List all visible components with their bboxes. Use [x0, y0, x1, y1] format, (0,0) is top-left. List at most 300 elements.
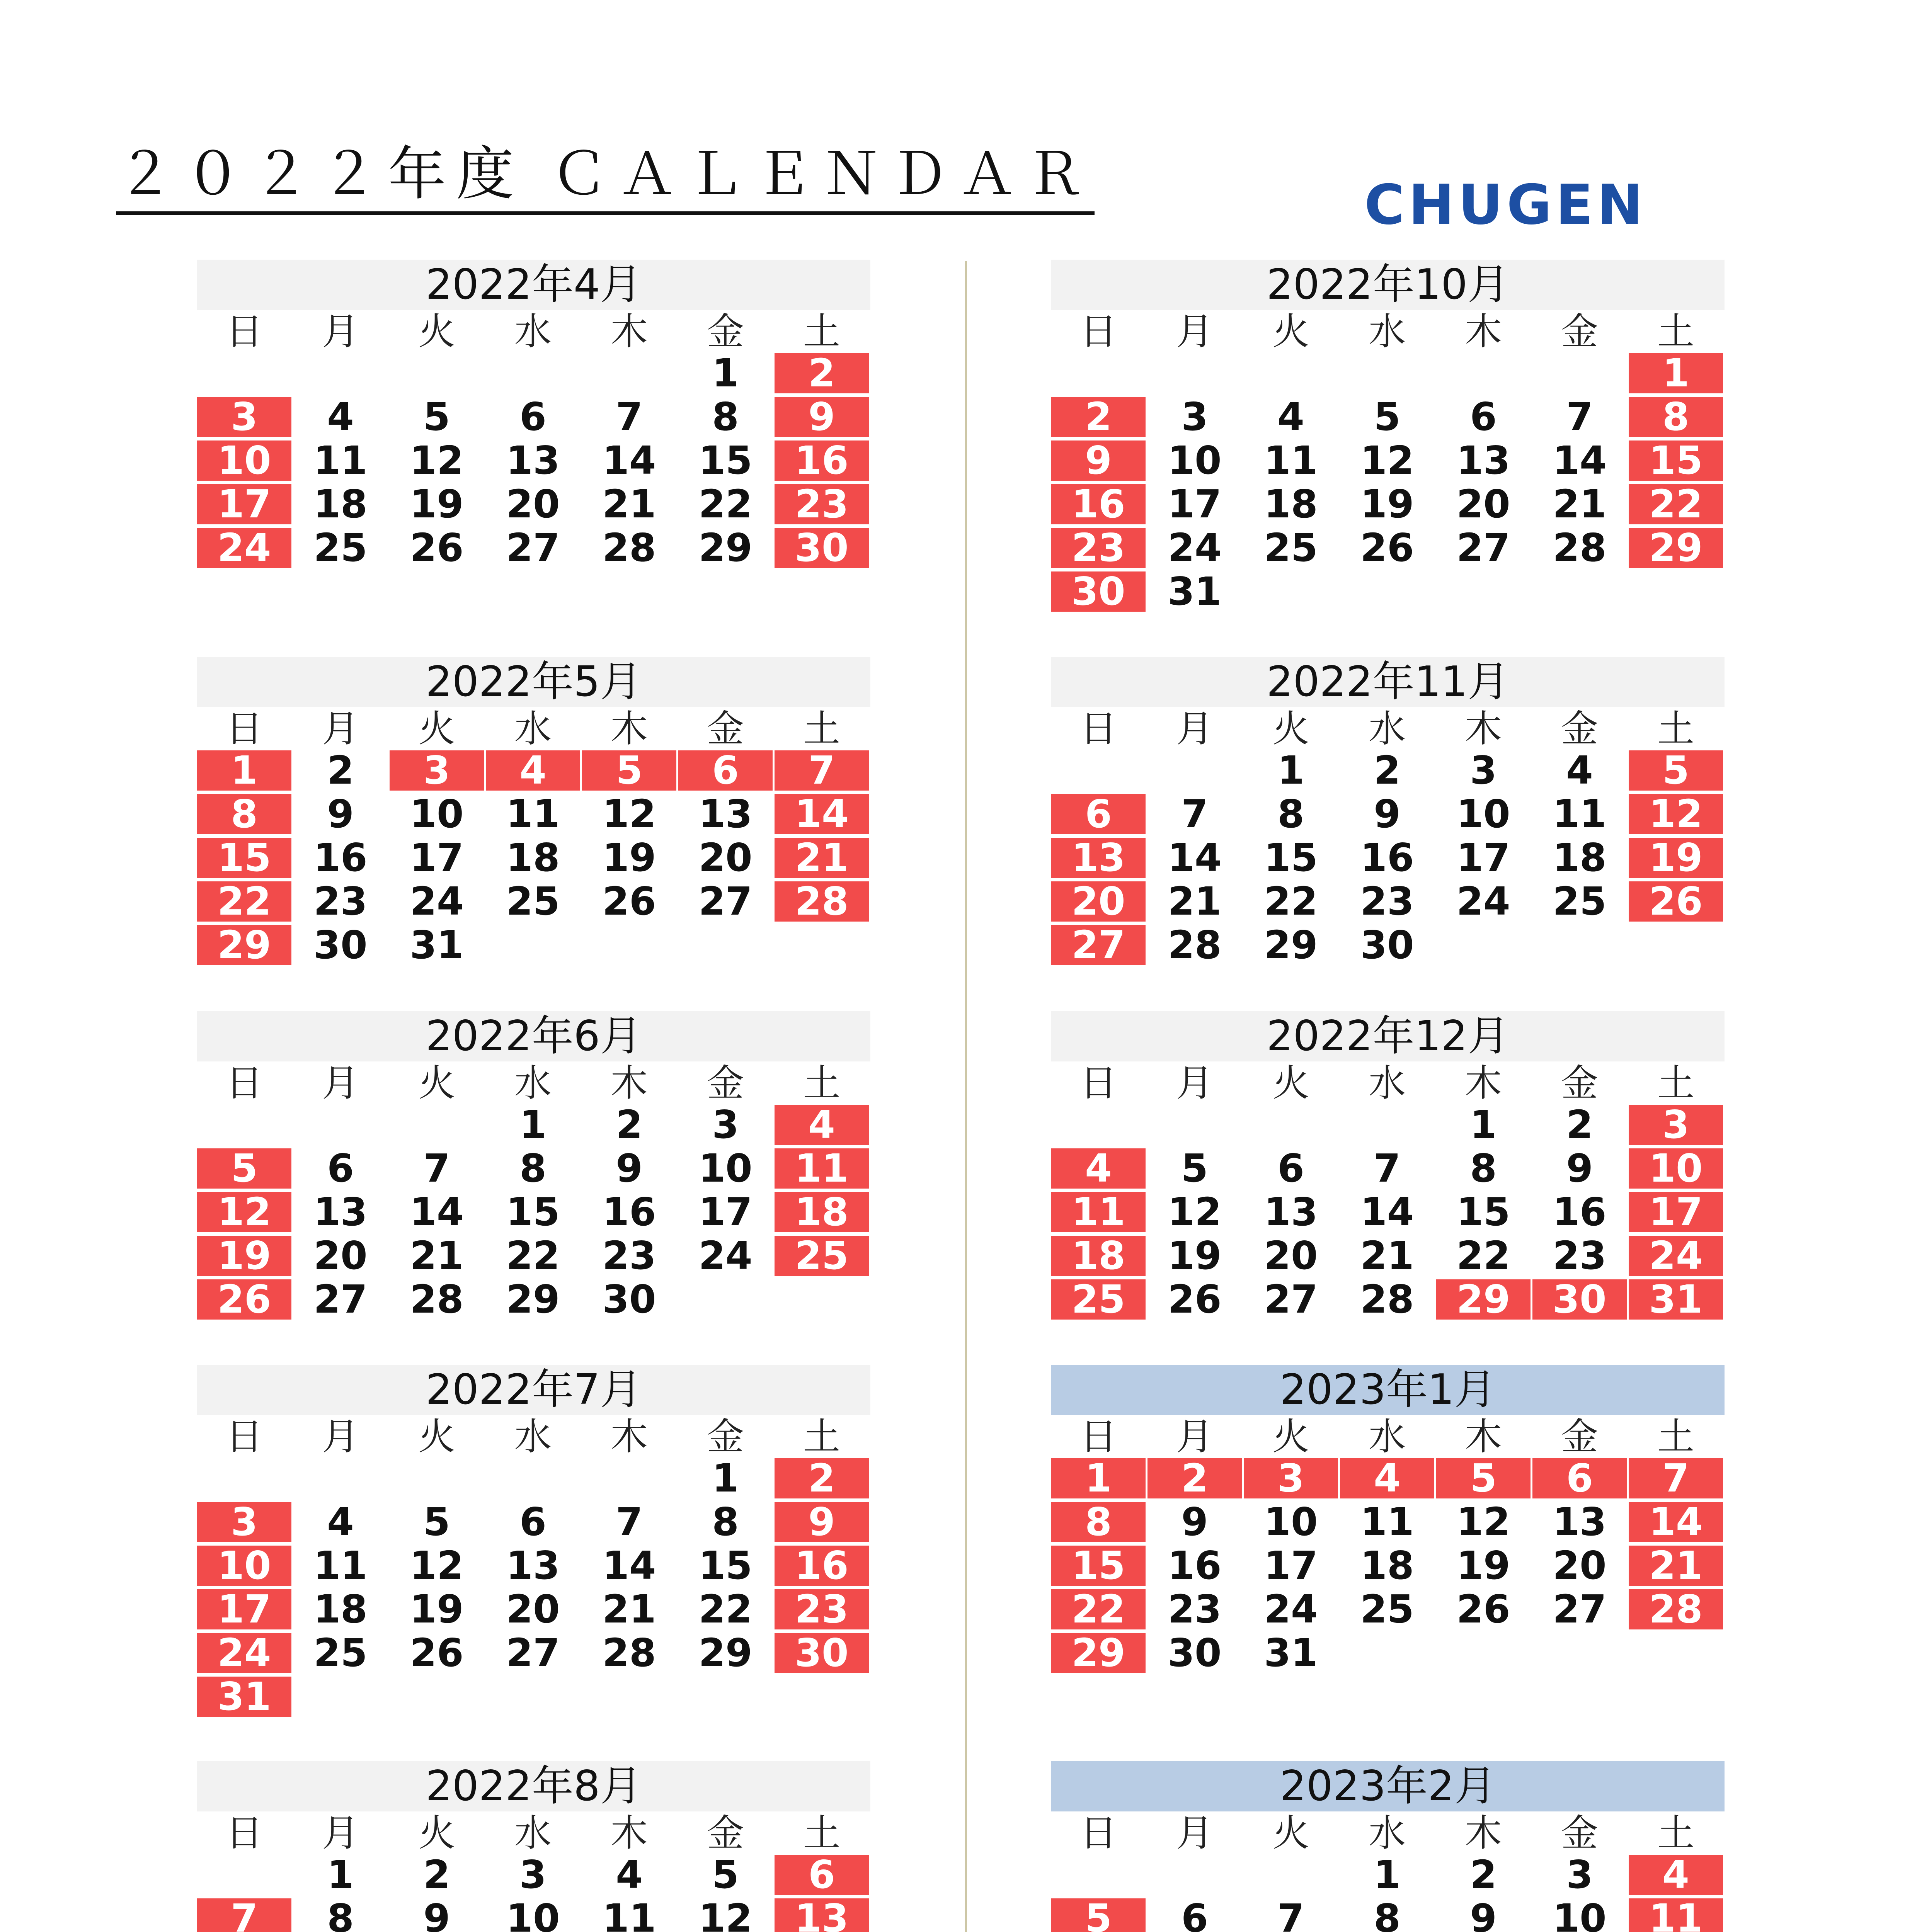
day-cell: 6	[1181, 1896, 1208, 1932]
holiday-cell: 3	[1629, 1105, 1723, 1145]
day-cell: 25	[313, 525, 368, 570]
holiday-cell: 3	[390, 750, 484, 791]
weekday-label: 木	[1465, 310, 1502, 353]
day-cell: 14	[602, 438, 656, 483]
day-cell: 26	[602, 879, 656, 924]
holiday-cell: 1	[197, 750, 291, 791]
day-cell: 5	[1181, 1146, 1208, 1191]
day-cell: 9	[1181, 1499, 1208, 1544]
day-cell: 21	[602, 481, 656, 527]
month-title: 2022年5月	[197, 657, 870, 707]
holiday-cell: 25	[775, 1236, 869, 1276]
week-row	[197, 481, 870, 528]
weekday-label: 金	[707, 1061, 744, 1105]
holiday-cell: 22	[1051, 1589, 1146, 1629]
empty-cell	[582, 1677, 676, 1717]
day-cell: 2	[1470, 1852, 1497, 1897]
day-cell: 5	[712, 1852, 739, 1897]
day-cell: 19	[1168, 1233, 1222, 1278]
holiday-cell: 29	[1436, 1279, 1531, 1320]
holiday-cell: 12	[197, 1192, 291, 1232]
weekday-label: 金	[707, 1811, 744, 1855]
week-row	[1051, 440, 1725, 484]
week-row	[197, 1499, 870, 1546]
day-cell: 16	[1360, 835, 1414, 880]
weekday-label: 土	[1657, 1415, 1694, 1458]
day-cell: 24	[1264, 1587, 1318, 1632]
holiday-cell: 17	[197, 484, 291, 524]
holiday-cell: 18	[775, 1192, 869, 1232]
holiday-cell: 4	[486, 750, 580, 791]
week-row	[197, 922, 870, 969]
day-cell: 9	[423, 1896, 450, 1932]
day-cell: 5	[423, 394, 450, 439]
weekday-label: 火	[418, 1811, 455, 1855]
holiday-cell: 20	[1051, 881, 1146, 922]
day-cell: 1	[712, 1456, 739, 1501]
day-cell: 25	[1553, 879, 1607, 924]
week-row	[1051, 835, 1725, 881]
weekday-label: 日	[226, 707, 263, 750]
holiday-cell: 14	[1629, 1502, 1723, 1542]
weekday-label: 水	[1369, 1811, 1406, 1855]
day-cell: 23	[313, 879, 368, 924]
holiday-cell: 15	[197, 838, 291, 878]
weekday-label: 金	[707, 310, 744, 353]
holiday-cell: 22	[197, 881, 291, 922]
empty-cell	[1629, 925, 1723, 965]
day-cell: 1	[712, 350, 739, 396]
weekday-label: 金	[707, 1415, 744, 1458]
holiday-cell: 7	[1629, 1458, 1723, 1498]
holiday-cell: 11	[1051, 1192, 1146, 1232]
day-cell: 14	[410, 1189, 464, 1235]
day-cell: 15	[506, 1189, 560, 1235]
empty-cell	[1436, 1633, 1531, 1673]
day-cell: 13	[506, 438, 560, 483]
week-row	[1051, 1543, 1725, 1589]
holiday-cell: 14	[775, 794, 869, 834]
holiday-cell: 6	[1532, 1458, 1627, 1498]
day-cell: 19	[1456, 1543, 1510, 1588]
weekday-label: 火	[1272, 1415, 1309, 1458]
month-title: 2022年12月	[1051, 1011, 1725, 1061]
weekday-header	[197, 1415, 870, 1458]
weekday-header	[1051, 1415, 1725, 1458]
month-title: 2022年10月	[1051, 260, 1725, 310]
day-cell: 17	[698, 1189, 752, 1235]
month-title: 2022年8月	[197, 1761, 870, 1811]
holiday-cell: 1	[1051, 1458, 1146, 1498]
day-cell: 16	[602, 1189, 656, 1235]
day-cell: 1	[1470, 1102, 1497, 1147]
day-cell: 12	[1360, 438, 1414, 483]
day-cell: 14	[1553, 438, 1607, 483]
weekday-label: 木	[611, 1415, 648, 1458]
holiday-cell: 1	[1629, 353, 1723, 393]
day-cell: 10	[698, 1146, 752, 1191]
weekday-label: 火	[418, 310, 455, 353]
day-cell: 19	[602, 835, 656, 880]
week-row	[1051, 1898, 1725, 1932]
week-row	[197, 1102, 870, 1148]
day-cell: 24	[1168, 525, 1222, 570]
weekday-label: 火	[1272, 1811, 1309, 1855]
day-cell: 4	[1277, 394, 1304, 439]
day-cell: 11	[506, 791, 560, 837]
day-cell: 27	[506, 525, 560, 570]
empty-cell	[1532, 1633, 1627, 1673]
day-cell: 6	[1470, 394, 1497, 439]
weekday-label: 木	[1465, 1415, 1502, 1458]
week-row	[197, 1630, 870, 1677]
day-cell: 23	[1553, 1233, 1607, 1278]
day-cell: 8	[519, 1146, 546, 1191]
day-cell: 8	[1374, 1896, 1401, 1932]
day-cell: 7	[1277, 1896, 1304, 1932]
day-cell: 7	[1566, 394, 1593, 439]
weekday-label: 水	[1369, 310, 1406, 353]
day-cell: 3	[1181, 394, 1208, 439]
day-cell: 27	[506, 1630, 560, 1675]
empty-cell	[1147, 1105, 1242, 1145]
holiday-cell: 11	[1629, 1898, 1723, 1932]
holiday-cell: 13	[775, 1898, 869, 1932]
day-cell: 25	[1264, 525, 1318, 570]
weekday-label: 土	[1657, 310, 1694, 353]
empty-cell	[582, 925, 676, 965]
weekday-label: 火	[1272, 1061, 1309, 1105]
week-row	[197, 1898, 870, 1932]
day-cell: 5	[423, 1499, 450, 1544]
weekday-label: 月	[322, 310, 359, 353]
weekday-label: 日	[1080, 707, 1117, 750]
day-cell: 10	[1168, 438, 1222, 483]
week-row	[1051, 1630, 1725, 1677]
weekday-label: 土	[803, 1811, 840, 1855]
week-row	[197, 1543, 870, 1589]
week-row	[1051, 1499, 1725, 1546]
day-cell: 10	[1553, 1896, 1607, 1932]
week-row	[197, 750, 870, 794]
day-cell: 13	[698, 791, 752, 837]
day-cell: 7	[616, 1499, 643, 1544]
day-cell: 30	[1168, 1630, 1222, 1675]
empty-cell	[678, 925, 773, 965]
day-cell: 4	[327, 1499, 354, 1544]
day-cell: 22	[698, 481, 752, 527]
empty-cell	[1340, 1105, 1434, 1145]
day-cell: 12	[410, 1543, 464, 1588]
day-cell: 13	[1264, 1189, 1318, 1235]
empty-cell	[1340, 571, 1434, 612]
weekday-label: 水	[514, 310, 552, 353]
weekday-label: 日	[1080, 1415, 1117, 1458]
holiday-cell: 4	[1340, 1458, 1434, 1498]
week-row	[197, 394, 870, 440]
day-cell: 2	[327, 748, 354, 793]
day-cell: 9	[1566, 1146, 1593, 1191]
holiday-cell: 8	[1051, 1502, 1146, 1542]
holiday-cell: 17	[197, 1589, 291, 1629]
holiday-cell: 8	[1629, 397, 1723, 437]
empty-cell	[293, 1677, 388, 1717]
holiday-cell: 4	[1051, 1148, 1146, 1189]
week-row	[1051, 1458, 1725, 1502]
weekday-label: 日	[1080, 1061, 1117, 1105]
week-row	[197, 1279, 870, 1323]
day-cell: 17	[410, 835, 464, 880]
day-cell: 19	[1360, 481, 1414, 527]
weekday-header	[1051, 310, 1725, 353]
day-cell: 2	[1374, 748, 1401, 793]
holiday-cell: 4	[775, 1105, 869, 1145]
weekday-label: 金	[1561, 310, 1598, 353]
weekday-label: 月	[1176, 1811, 1213, 1855]
holiday-cell: 2	[1051, 397, 1146, 437]
day-cell: 13	[506, 1543, 560, 1588]
day-cell: 20	[506, 1587, 560, 1632]
day-cell: 18	[313, 1587, 368, 1632]
day-cell: 16	[1168, 1543, 1222, 1588]
day-cell: 29	[506, 1277, 560, 1322]
empty-cell	[1629, 1633, 1723, 1673]
holiday-cell: 26	[1629, 881, 1723, 922]
holiday-cell: 29	[197, 925, 291, 965]
day-cell: 22	[1264, 879, 1318, 924]
day-cell: 5	[1374, 394, 1401, 439]
empty-cell	[1532, 353, 1627, 393]
holiday-cell: 10	[197, 440, 291, 481]
day-cell: 20	[313, 1233, 368, 1278]
holiday-cell: 6	[678, 750, 773, 791]
week-row	[1051, 571, 1725, 615]
holiday-cell: 17	[1629, 1192, 1723, 1232]
month-block	[1051, 1365, 1725, 1677]
holiday-cell: 22	[1629, 484, 1723, 524]
day-cell: 24	[410, 879, 464, 924]
day-cell: 12	[698, 1896, 752, 1932]
holiday-cell: 16	[775, 1546, 869, 1586]
holiday-cell: 24	[197, 1633, 291, 1673]
weekday-label: 土	[1657, 707, 1694, 750]
empty-cell	[1051, 1105, 1146, 1145]
empty-cell	[678, 1677, 773, 1717]
day-cell: 29	[698, 525, 752, 570]
weekday-label: 木	[611, 1811, 648, 1855]
weekday-label: 水	[514, 1061, 552, 1105]
weekday-label: 土	[803, 707, 840, 750]
day-cell: 1	[327, 1852, 354, 1897]
holiday-cell: 2	[775, 353, 869, 393]
weekday-label: 金	[1561, 1811, 1598, 1855]
day-cell: 7	[1374, 1146, 1401, 1191]
holiday-cell: 30	[1051, 571, 1146, 612]
day-cell: 20	[1456, 481, 1510, 527]
holiday-cell: 21	[1629, 1546, 1723, 1586]
day-cell: 21	[1553, 481, 1607, 527]
weekday-header	[1051, 1811, 1725, 1855]
week-row	[1051, 394, 1725, 440]
week-row	[1051, 525, 1725, 571]
holiday-cell: 25	[1051, 1279, 1146, 1320]
holiday-cell: 29	[1629, 528, 1723, 568]
weekday-label: 木	[1465, 1811, 1502, 1855]
month-block	[1051, 657, 1725, 969]
day-cell: 1	[1277, 748, 1304, 793]
day-cell: 21	[410, 1233, 464, 1278]
day-cell: 3	[1470, 748, 1497, 793]
empty-cell	[1244, 571, 1338, 612]
day-cell: 12	[602, 791, 656, 837]
holiday-cell: 26	[197, 1279, 291, 1320]
day-cell: 28	[602, 525, 656, 570]
column-divider	[965, 261, 967, 1932]
holiday-cell: 4	[1629, 1855, 1723, 1895]
day-cell: 17	[1264, 1543, 1318, 1588]
empty-cell	[775, 925, 869, 965]
month-block	[1051, 1011, 1725, 1323]
holiday-cell: 29	[1051, 1633, 1146, 1673]
holiday-cell: 2	[1147, 1458, 1242, 1498]
day-cell: 27	[1553, 1587, 1607, 1632]
day-cell: 20	[1264, 1233, 1318, 1278]
empty-cell	[390, 353, 484, 393]
weekday-label: 月	[322, 1415, 359, 1458]
empty-cell	[293, 1458, 388, 1498]
day-cell: 20	[1553, 1543, 1607, 1588]
empty-cell	[1436, 353, 1531, 393]
day-cell: 13	[313, 1189, 368, 1235]
empty-cell	[1147, 750, 1242, 791]
day-cell: 18	[1264, 481, 1318, 527]
day-cell: 30	[602, 1277, 656, 1322]
holiday-cell: 27	[1051, 925, 1146, 965]
day-cell: 22	[698, 1587, 752, 1632]
week-row	[1051, 881, 1725, 925]
weekday-header	[197, 1061, 870, 1105]
week-row	[197, 1458, 870, 1502]
weekday-header	[197, 310, 870, 353]
day-cell: 6	[519, 1499, 546, 1544]
weekday-label: 木	[611, 1061, 648, 1105]
week-row	[197, 1233, 870, 1279]
holiday-cell: 11	[775, 1148, 869, 1189]
weekday-label: 月	[1176, 707, 1213, 750]
month-title: 2023年1月	[1051, 1365, 1725, 1415]
day-cell: 9	[1374, 791, 1401, 837]
day-cell: 27	[313, 1277, 368, 1322]
empty-cell	[775, 1279, 869, 1320]
day-cell: 7	[1181, 791, 1208, 837]
empty-cell	[1244, 353, 1338, 393]
day-cell: 15	[698, 1543, 752, 1588]
holiday-cell: 16	[1051, 484, 1146, 524]
weekday-label: 火	[418, 707, 455, 750]
day-cell: 8	[712, 394, 739, 439]
day-cell: 26	[410, 525, 464, 570]
day-cell: 14	[602, 1543, 656, 1588]
holiday-cell: 9	[775, 1502, 869, 1542]
week-row	[1051, 1148, 1725, 1192]
month-title: 2022年6月	[197, 1011, 870, 1061]
month-title: 2022年11月	[1051, 657, 1725, 707]
day-cell: 19	[410, 1587, 464, 1632]
week-row	[1051, 922, 1725, 969]
holiday-cell: 9	[1051, 440, 1146, 481]
holiday-cell: 3	[1244, 1458, 1338, 1498]
weekday-label: 土	[803, 310, 840, 353]
day-cell: 15	[698, 438, 752, 483]
holiday-cell: 16	[775, 440, 869, 481]
empty-cell	[1051, 750, 1146, 791]
empty-cell	[678, 1279, 773, 1320]
holiday-cell: 31	[197, 1677, 291, 1717]
day-cell: 11	[313, 1543, 368, 1588]
empty-cell	[1051, 353, 1146, 393]
empty-cell	[775, 1677, 869, 1717]
week-row	[197, 1189, 870, 1236]
weekday-label: 土	[1657, 1061, 1694, 1105]
month-block	[197, 1011, 870, 1323]
holiday-cell: 24	[197, 528, 291, 568]
weekday-label: 火	[1272, 310, 1309, 353]
holiday-cell: 30	[775, 528, 869, 568]
weekday-label: 金	[1561, 1415, 1598, 1458]
day-cell: 21	[1168, 879, 1222, 924]
day-cell: 28	[410, 1277, 464, 1322]
holiday-cell: 30	[1532, 1279, 1627, 1320]
holiday-cell: 6	[775, 1855, 869, 1895]
weekday-label: 月	[1176, 310, 1213, 353]
day-cell: 20	[506, 481, 560, 527]
day-cell: 13	[1456, 438, 1510, 483]
empty-cell	[1532, 571, 1627, 612]
empty-cell	[293, 1105, 388, 1145]
day-cell: 12	[1456, 1499, 1510, 1544]
day-cell: 6	[519, 394, 546, 439]
empty-cell	[390, 1105, 484, 1145]
holiday-cell: 6	[1051, 794, 1146, 834]
day-cell: 10	[506, 1896, 560, 1932]
day-cell: 11	[1264, 438, 1318, 483]
month-block	[1051, 260, 1725, 615]
day-cell: 1	[519, 1102, 546, 1147]
weekday-label: 水	[1369, 1061, 1406, 1105]
weekday-label: 木	[611, 310, 648, 353]
day-cell: 9	[616, 1146, 643, 1191]
day-cell: 26	[1360, 525, 1414, 570]
day-cell: 17	[1456, 835, 1510, 880]
weekday-label: 水	[1369, 707, 1406, 750]
week-row	[197, 881, 870, 925]
day-cell: 18	[506, 835, 560, 880]
month-block	[197, 657, 870, 969]
week-row	[1051, 350, 1725, 397]
month-block	[197, 260, 870, 571]
holiday-cell: 5	[1436, 1458, 1531, 1498]
day-cell: 27	[698, 879, 752, 924]
day-cell: 13	[1553, 1499, 1607, 1544]
day-cell: 30	[1360, 922, 1414, 968]
month-title: 2022年4月	[197, 260, 870, 310]
weekday-label: 土	[803, 1061, 840, 1105]
week-row	[1051, 481, 1725, 528]
holiday-cell: 31	[1629, 1279, 1723, 1320]
day-cell: 3	[519, 1852, 546, 1897]
empty-cell	[1244, 1105, 1338, 1145]
week-row	[197, 440, 870, 484]
